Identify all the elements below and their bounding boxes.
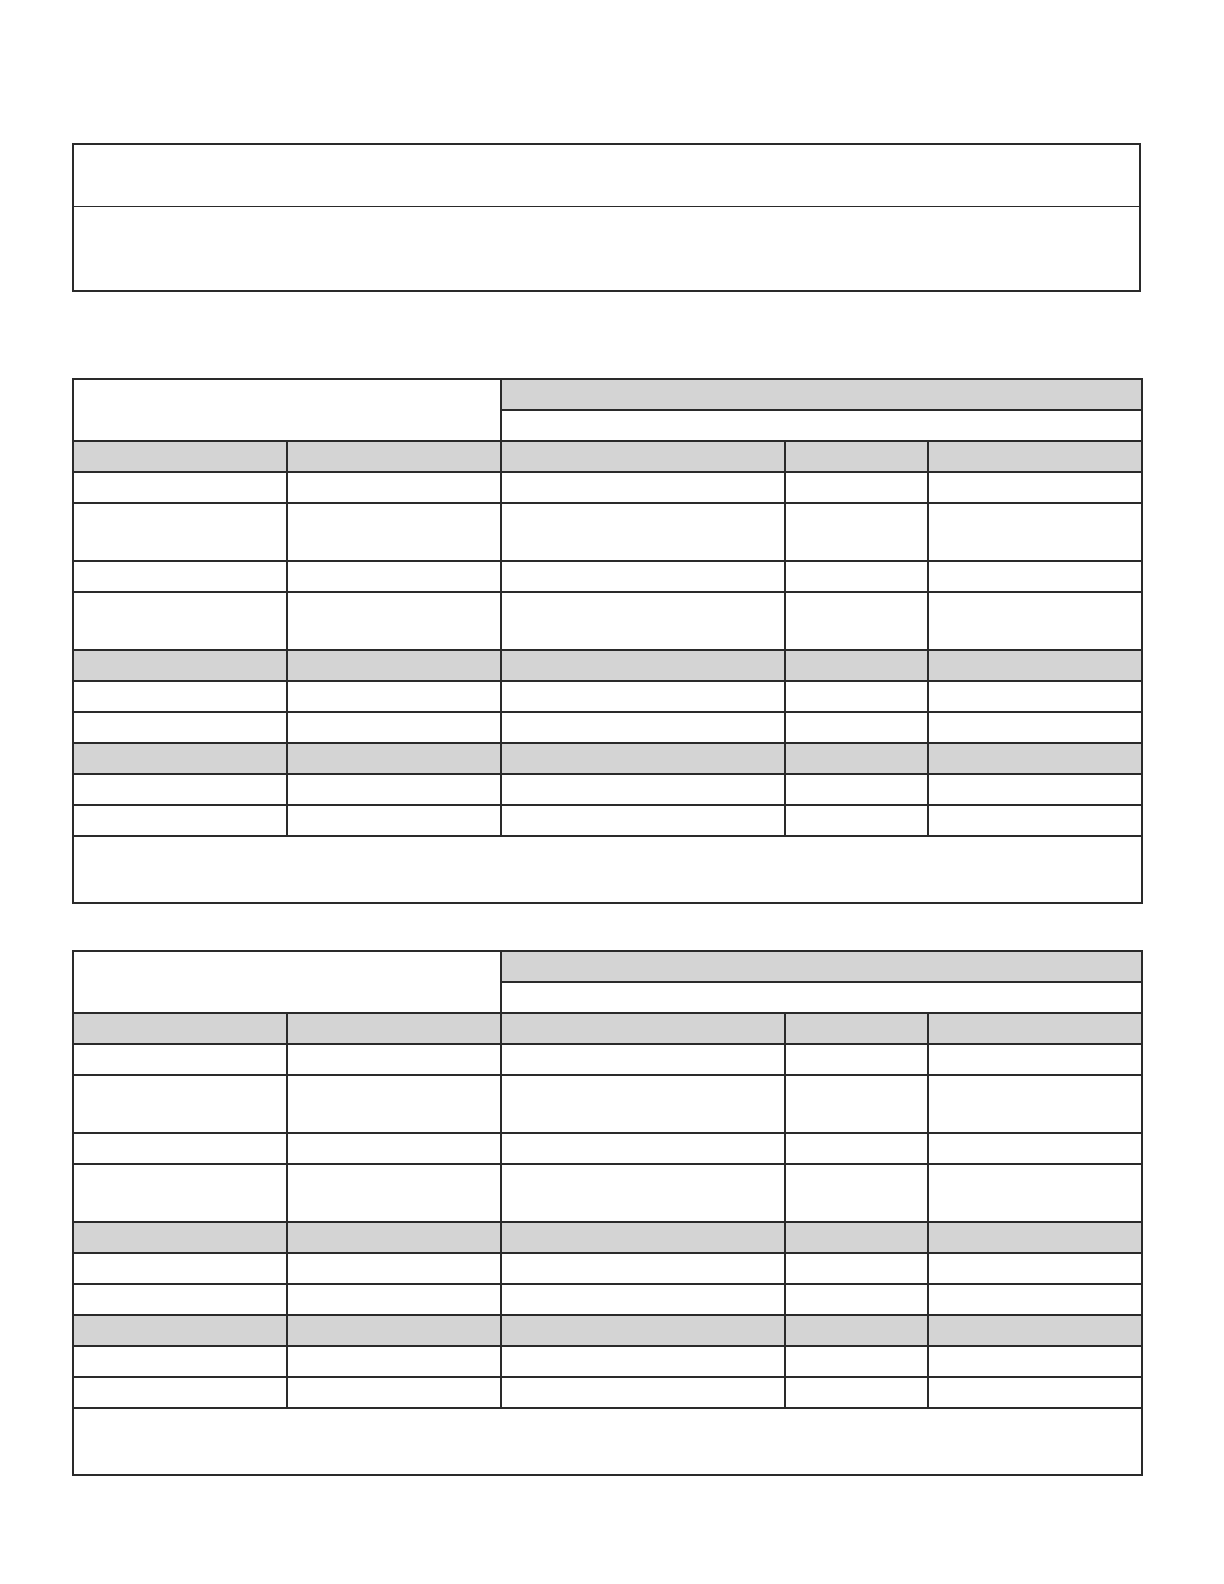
table-cell	[73, 774, 287, 805]
table-cell	[928, 1346, 1142, 1377]
table-cell	[73, 503, 287, 561]
header-cell	[73, 743, 287, 774]
header-cell	[928, 1222, 1142, 1253]
table-row	[73, 1164, 1142, 1222]
header-cell	[928, 441, 1142, 472]
header-cell	[287, 1315, 501, 1346]
header-cell	[501, 1222, 785, 1253]
table-cell	[73, 472, 287, 503]
section-value-cell	[501, 982, 1142, 1013]
table-cell	[785, 1133, 928, 1164]
table-cell	[785, 681, 928, 712]
title-cell	[73, 379, 501, 441]
table-row	[73, 1253, 1142, 1284]
table-cell	[785, 472, 928, 503]
header-cell	[501, 743, 785, 774]
table-cell	[928, 592, 1142, 650]
header-cell	[287, 650, 501, 681]
header-cell	[501, 1315, 785, 1346]
table-cell	[501, 561, 785, 592]
header-cell	[501, 650, 785, 681]
table-row	[73, 472, 1142, 503]
header-cell	[928, 1315, 1142, 1346]
table-row	[73, 712, 1142, 743]
table-row	[73, 1013, 1142, 1044]
form-table-1	[72, 378, 1143, 904]
table-cell	[287, 561, 501, 592]
header-cell	[928, 650, 1142, 681]
header-cell	[928, 1013, 1142, 1044]
table-cell	[501, 681, 785, 712]
table-cell	[928, 1164, 1142, 1222]
header-cell	[73, 1315, 287, 1346]
header-cell	[287, 1222, 501, 1253]
table-cell	[73, 805, 287, 836]
table-cell	[501, 1164, 785, 1222]
header-divider	[74, 206, 1139, 207]
table-row	[73, 1315, 1142, 1346]
table-cell	[501, 503, 785, 561]
table-cell	[287, 1284, 501, 1315]
header-cell	[785, 1222, 928, 1253]
table-cell	[785, 712, 928, 743]
table-row	[73, 1346, 1142, 1377]
table-cell	[73, 1253, 287, 1284]
table-cell	[73, 1164, 287, 1222]
table-row	[73, 743, 1142, 774]
section-header-cell	[501, 379, 1142, 410]
table-cell	[928, 1133, 1142, 1164]
table-cell	[785, 805, 928, 836]
header-cell	[785, 441, 928, 472]
table-cell	[287, 1044, 501, 1075]
notes-cell	[73, 836, 1142, 903]
table-cell	[73, 681, 287, 712]
title-cell	[73, 951, 501, 1013]
table-row	[73, 774, 1142, 805]
table-row	[73, 650, 1142, 681]
table-cell	[928, 1044, 1142, 1075]
table-row	[73, 681, 1142, 712]
table-row	[73, 592, 1142, 650]
table-cell	[928, 1253, 1142, 1284]
table-cell	[287, 503, 501, 561]
table-cell	[287, 681, 501, 712]
table-cell	[73, 712, 287, 743]
table-cell	[501, 1253, 785, 1284]
table-cell	[73, 1284, 287, 1315]
table-cell	[785, 503, 928, 561]
table-cell	[785, 1346, 928, 1377]
table-row	[73, 951, 1142, 982]
table-cell	[785, 1377, 928, 1408]
table-cell	[785, 774, 928, 805]
table-cell	[501, 592, 785, 650]
notes-cell	[73, 1408, 1142, 1475]
table-row	[73, 561, 1142, 592]
header-cell	[73, 441, 287, 472]
header-box	[72, 143, 1141, 292]
table-cell	[287, 592, 501, 650]
table-row	[73, 1377, 1142, 1408]
table-cell	[73, 1133, 287, 1164]
header-cell	[785, 650, 928, 681]
header-cell	[501, 441, 785, 472]
table-row	[73, 1075, 1142, 1133]
table-cell	[501, 805, 785, 836]
table-cell	[501, 1133, 785, 1164]
table-row	[73, 1284, 1142, 1315]
table-cell	[928, 774, 1142, 805]
table-cell	[785, 1075, 928, 1133]
table-cell	[73, 561, 287, 592]
table-cell	[928, 472, 1142, 503]
table-cell	[501, 1284, 785, 1315]
table-row	[73, 1222, 1142, 1253]
table-cell	[928, 1284, 1142, 1315]
table-cell	[287, 1164, 501, 1222]
table-cell	[287, 1346, 501, 1377]
header-cell	[287, 441, 501, 472]
table-cell	[785, 561, 928, 592]
header-cell	[73, 1222, 287, 1253]
table-cell	[501, 774, 785, 805]
table-cell	[501, 1044, 785, 1075]
table-cell	[501, 1377, 785, 1408]
table-cell	[73, 1377, 287, 1408]
table-row	[73, 503, 1142, 561]
table-cell	[501, 1346, 785, 1377]
table-cell	[928, 503, 1142, 561]
table-cell	[928, 1377, 1142, 1408]
table-cell	[287, 1133, 501, 1164]
table-cell	[501, 472, 785, 503]
header-cell	[785, 1013, 928, 1044]
table-cell	[501, 1075, 785, 1133]
table-cell	[287, 1075, 501, 1133]
table-cell	[785, 1044, 928, 1075]
table-cell	[287, 472, 501, 503]
table-cell	[73, 1075, 287, 1133]
table-cell	[287, 805, 501, 836]
table-cell	[928, 681, 1142, 712]
table-row	[73, 379, 1142, 410]
table-cell	[928, 561, 1142, 592]
table-cell	[287, 1253, 501, 1284]
section-header-cell	[501, 951, 1142, 982]
table-cell	[501, 712, 785, 743]
table-cell	[928, 1075, 1142, 1133]
header-cell	[785, 1315, 928, 1346]
table-cell	[73, 592, 287, 650]
table-cell	[73, 1346, 287, 1377]
section-value-cell	[501, 410, 1142, 441]
table-cell	[785, 1164, 928, 1222]
header-cell	[73, 650, 287, 681]
table-cell	[287, 712, 501, 743]
table-cell	[785, 592, 928, 650]
table-row	[73, 805, 1142, 836]
table-cell	[73, 1044, 287, 1075]
header-cell	[501, 1013, 785, 1044]
table-row	[73, 1044, 1142, 1075]
header-cell	[73, 1013, 287, 1044]
header-cell	[287, 1013, 501, 1044]
table-cell	[287, 774, 501, 805]
table-cell	[287, 1377, 501, 1408]
table-cell	[928, 805, 1142, 836]
table-row	[73, 441, 1142, 472]
header-cell	[928, 743, 1142, 774]
header-cell	[287, 743, 501, 774]
table-row	[73, 1133, 1142, 1164]
table-cell	[785, 1253, 928, 1284]
table-cell	[928, 712, 1142, 743]
form-table-2	[72, 950, 1143, 1476]
table-row	[73, 836, 1142, 903]
table-cell	[785, 1284, 928, 1315]
table-row	[73, 1408, 1142, 1475]
header-cell	[785, 743, 928, 774]
